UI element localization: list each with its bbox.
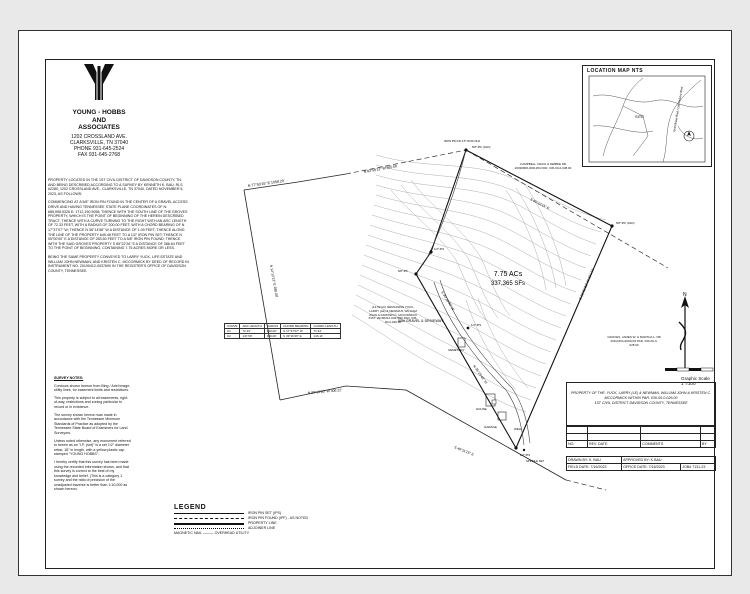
- notes-title: SURVEY NOTES:: [54, 376, 84, 380]
- revision-cell: [588, 434, 641, 441]
- note-2: This property is subject to all easements, right-of-way, restrictions and zoning particular to record or in existence.: [54, 395, 129, 409]
- pin-s-marker: [514, 446, 517, 449]
- location-map: [582, 65, 712, 167]
- cemetery-outline: [458, 338, 465, 347]
- pin-mid-marker: [429, 250, 432, 253]
- curve-cell: S 33°16'46" E: [281, 334, 311, 339]
- curve-table: [224, 323, 341, 339]
- location-map-title: LOCATION MAP NTS: [587, 68, 643, 74]
- revision-cell: [567, 427, 588, 434]
- pin-label-drive: SPINDLE SET: [526, 459, 545, 463]
- pin-label-mid: 1/2" IPS: [434, 247, 445, 251]
- revision-cell: [588, 427, 641, 434]
- pin-label-sw: 5/8" IPF: [398, 269, 409, 273]
- revision-cell: [701, 427, 716, 434]
- pin-drive-marker: [523, 449, 525, 451]
- pin-diag-marker: [467, 327, 470, 330]
- curve-table-header: [225, 324, 341, 329]
- gravel-drive: [426, 150, 530, 445]
- area-acres: 7.75 ACs: [493, 271, 523, 278]
- curve-cell: C1: [225, 329, 240, 334]
- pin-label-south: 1/2" IPS: [520, 453, 531, 457]
- label-cemetery: CEMETERY: [448, 348, 465, 352]
- curve-header-cell: CHORD BEARING: [281, 324, 311, 329]
- legend-swatch: [174, 528, 244, 529]
- pin-ne-marker: [464, 148, 467, 151]
- bearing-diag: S 39°19'02" W: [440, 290, 456, 312]
- note-3: The survey shown hereon was made in accordance with the Tennessee Minimum Standards of Practice as adopted by the Tennessee State Board of Examiners for Land Surveyors.: [54, 412, 128, 435]
- description-para2: COMMENCING AT A 5/8" IRON PIN FOUND IN THE CENTER OF A GRAVEL ACCESS DRIVE AND HAVING TENNESSEE STATE PLANE COORDINATES OF N: 685,998.5326 E: 1712,190.9058; THENCE WITH THE SOUTH LINE OF THE GROVES PROPERTY, WHICH IS THE POINT OF BEGINNING OF THE HEREIN DESCRIBED TRACT; THENCE WITH A CURVE TURNING TO THE RIGHT WITH AN ARC LENGTH OF 72.33 FEET, WITH A RADIUS OF 200.00 FEET, WITH A CHORD BEARING OF N 17°37'07" W; THENCE N 36°14'58" W A DISTANCE OF 1.09 FEET; THENCE ALONG THE LINE OF THE PROPERTY 645.48 FEET TO A 1/2" IRON PIN SET; THENCE N 05°00'00" E A DISTANCE OF 283.50 FEET TO A 5/8" IRON PIN FOUND; THENCE WITH THE SAID GROVES PROPERTY S 85°22'26" E A DISTANCE OF 386.64 FEET TO THE POINT OF BEGINNING, CONTAINING 7.75 ACRES MORE OR LESS.: [48, 200, 188, 251]
- firm-fax: FAX 931-645-2768: [78, 151, 120, 158]
- drawn-by: DRAWN BY: K. BAU: [567, 457, 622, 464]
- pin-sw-marker: [414, 272, 417, 275]
- bearing-east2: S 21°31'32" W 661.61': [578, 267, 596, 301]
- legend-label: IRON PIN SET (IPS): [248, 511, 282, 516]
- graphic-scale-label: Graphic Scale 1"=100': [681, 376, 710, 386]
- note-4: Unless noted otherwise, any monument referred to herein as an "I.P. (set)" is a set 1/2" diameter rebar, 18" in length, with a yellow plastic cap stamped "YOUNG HOBBS".: [54, 438, 131, 457]
- revision-table: [566, 426, 716, 448]
- pin-label-s: 1/2" IPS: [471, 323, 482, 327]
- curve-cell: 200.00': [264, 329, 280, 334]
- revision-cell: [641, 434, 701, 441]
- graphic-scale-bar: [664, 366, 714, 376]
- title-block-district: 1ST CIVIL DISTRICT DAVIDSON COUNTY, TENNESSEE: [594, 401, 688, 406]
- bearing-southline: N 80°15'00" W 406.22': [307, 388, 342, 395]
- legend-title: LEGEND: [174, 504, 207, 511]
- house-porch: [492, 400, 496, 404]
- curve-header-cell: CHORD LENGTH: [311, 324, 340, 329]
- firm-address1: 1202 CROSSLAND AVE.: [71, 133, 127, 140]
- curve-cell: N 17°37'07" W: [281, 329, 311, 334]
- firm-phone: PHONE 931-645-2524: [73, 145, 125, 152]
- legend-row: [174, 531, 324, 536]
- firm-name-line3: ASSOCIATES: [78, 124, 120, 131]
- approved-by: APPROVED BY: K.BAU: [622, 457, 716, 464]
- pin-label-nw: IRON PIN FD 0.5" ROD OLD: [444, 139, 481, 143]
- curve-cell: 300.00': [264, 334, 280, 339]
- title-block-owner: PROPERTY OF THE: YUCK, LARRY (LE) & NEWMAN, WILLIAM JOHN & KRISTEN C. MCCORMICK WITHIN PAR. 036-00-0-026.00: [570, 391, 712, 400]
- adjoiner-center: (12.59 AC) REMAINING YUCK, LARRY (LE) & NEWMAN, WILLIAM JOHN & KRISTEN C. MCCORMICK INST. 20190412-0037690 PAR. 036-00-0-026.00: [368, 305, 418, 325]
- curve-cell: 72.33': [240, 329, 264, 334]
- signoff-table: [566, 456, 716, 471]
- curve-cell: 71.94': [311, 329, 340, 334]
- firm-address2: CLARKSVILLE, TN 37040: [69, 139, 129, 146]
- legend-swatch: [174, 513, 244, 514]
- area-sqft: 337,365 SFs: [490, 281, 526, 287]
- curve-cell: C2: [225, 334, 240, 339]
- by-header: BY: [701, 441, 716, 448]
- curve-header-cell: CURVE: [225, 324, 240, 329]
- access-label: 5/8# GRAVEL & DRIVEWAY: [398, 319, 444, 323]
- bearing-top: N 82°58'12" W 365.66': [363, 164, 398, 174]
- firm-name-line1: YOUNG - HOBBS: [72, 109, 126, 116]
- curve-cell: 146.11': [311, 334, 340, 339]
- legend-label: MAGNETIC NAIL ——— OVERHEAD UTILITY: [174, 531, 250, 536]
- curve-row: [225, 334, 341, 339]
- bearing-westline: N 12°12'12" E 280.00': [269, 264, 279, 298]
- legend-label: PROPERTY LINE: [248, 521, 277, 526]
- curve-cell: 147.59': [240, 334, 264, 339]
- title-block: [566, 382, 716, 570]
- bearing-south2: S 49°11'15" E: [453, 445, 475, 457]
- pin-label-ne: 5/8" IPF (OLD): [472, 145, 491, 149]
- legend-swatch: [174, 523, 244, 525]
- pin-e-marker: [610, 224, 613, 227]
- field-date: FIELD DATE: 7/16/2023: [567, 464, 622, 471]
- comments-header: COMMENTS: [641, 441, 701, 448]
- rev-no-header: NO.: [567, 441, 588, 448]
- pin-label-e: 5/8" IPF (OLD): [616, 221, 635, 225]
- revision-cell: [641, 427, 701, 434]
- rev-date-header: REV. DATE: [588, 441, 641, 448]
- revision-cell: [567, 434, 588, 441]
- revision-cell: [701, 434, 716, 441]
- adjoiner-north: CAMPBELL CRAIG & DEBBIE DB 20030806-0001254 PAR. 036-00-0-038.00: [514, 162, 572, 170]
- legend-label: ADJOINER LINE: [248, 526, 276, 531]
- label-well: WELL: [514, 427, 523, 431]
- adjoiner-east: GROVES, JAMES W. & MARTHA L. DB 20110104-0001234 PAR. 036-00-0-028.00: [607, 335, 661, 347]
- office-date: OFFICE DATE: 7/16/2023: [622, 464, 681, 471]
- bearing-drive: N 35°19'48" W: [472, 364, 489, 385]
- note-5: I hereby certify that this survey has been made using the recorded information shown, and that this survey is correct to the best of my knowledge and belief. (This is a category 1 survey and the ratio of precision of the unadjusted traverse is better than 1:10,000 as shown hereon.: [54, 459, 129, 492]
- legend: [174, 504, 324, 536]
- description-para1: PROPERTY LOCATED IN THE 1ST CIVIL DISTRICT OF DAVIDSON COUNTY, TN, AND BEING DESCRIBED ACCORDING TO A SURVEY BY KENNETH K. BAU, RLS #2280, 1202 CROSSLAND AVE., CLARKSVILLE, TN 37040, DATED NOVEMBER 5, 2023, AS FOLLOWS:: [48, 178, 184, 196]
- curve-header-cell: ARC LENGTH: [240, 324, 264, 329]
- bearing-east: S 60°22'15" E: [529, 197, 551, 211]
- location-map-drawing: [583, 66, 711, 166]
- location-site-label: SITE: [635, 114, 644, 119]
- firm-name-line2: AND: [91, 116, 107, 124]
- job-number: JOB# 7131-23: [681, 464, 716, 471]
- legend-label: IRON PIN FOUND (IPF) - AS NOTED: [248, 516, 309, 521]
- label-house: HOUSE: [476, 407, 487, 411]
- curve-header-cell: RADIUS: [264, 324, 280, 329]
- label-garage: GARAGE: [484, 425, 497, 429]
- legend-swatch: [174, 518, 244, 519]
- drawing-border: [45, 59, 715, 569]
- note-1: Contours shown hereon from Bing / Ariel image, utility lines, for easement limits and restrictions.: [54, 383, 131, 393]
- survey-sheet: [18, 30, 732, 576]
- bearing-northline: N 77°53'15" E 1058.20': [247, 178, 285, 188]
- title-block-header: [566, 382, 716, 426]
- north-label: N: [683, 292, 687, 298]
- description-para3: BEING THE SAME PROPERTY CONVEYED TO LARRY YUCK, LIFE ESTATE AND WILLIAM JOHN NEWMAN, AND KRISTEN C. MCCORMICK BY DEED OF RECORD IN INSTRUMENT NO. 20190412-0037690 IN THE REGISTER'S OFFICE OF DAVIDSON COUNTY, TENNESSEE.: [48, 254, 189, 273]
- location-road-label: Grandview Blvd / Old Hickory Blvd: [672, 86, 684, 133]
